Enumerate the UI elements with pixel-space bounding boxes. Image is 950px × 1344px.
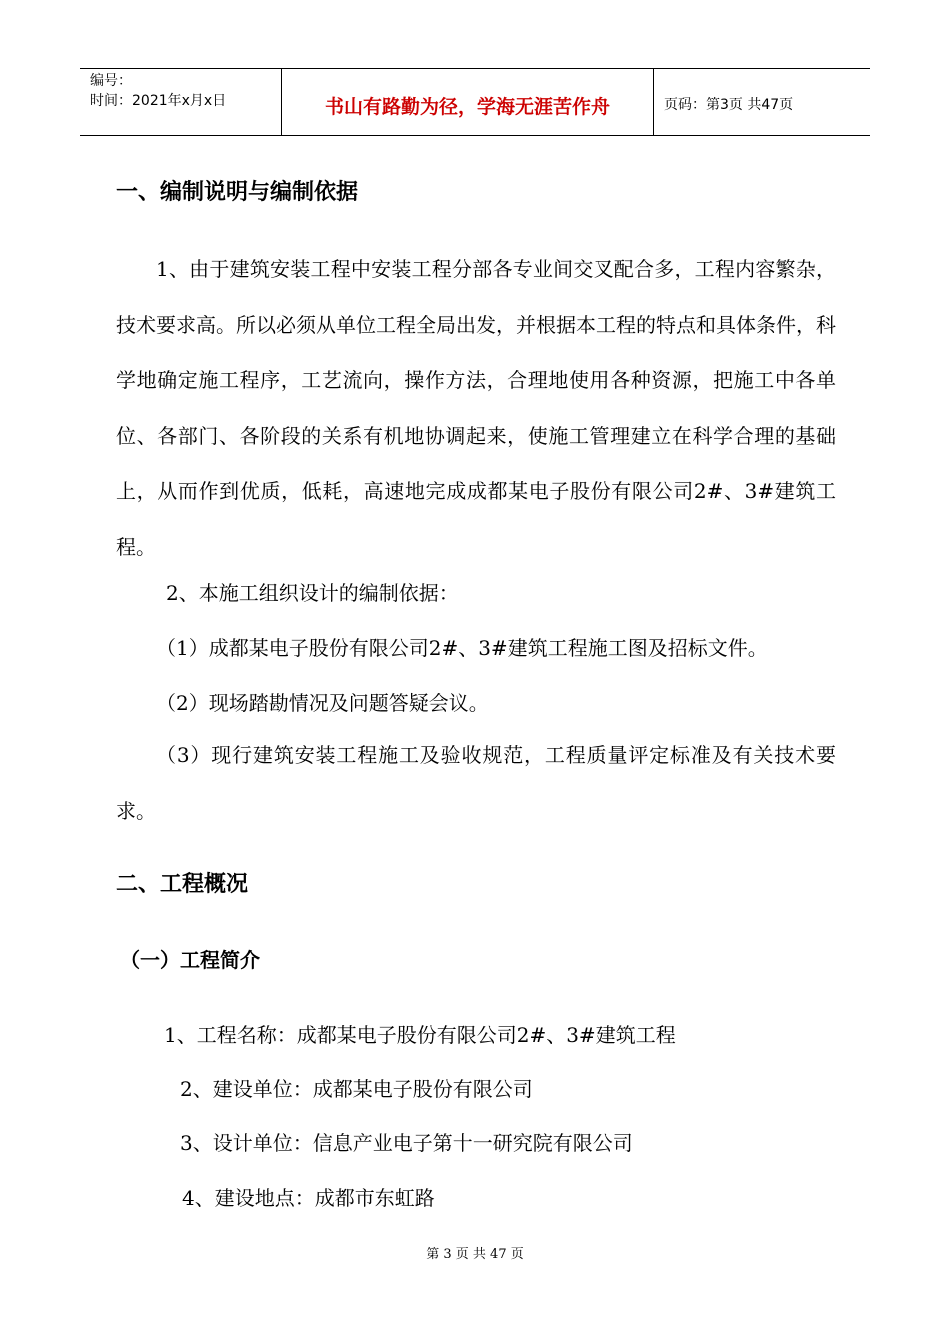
- project-info-item: 3、设计单位：信息产业电子第十一研究院有限公司: [180, 1131, 633, 1155]
- header-motto: 书山有路勤为径，学海无涯苦作舟: [282, 69, 654, 135]
- serial-number-label: 编号：: [90, 73, 132, 89]
- section-1-paragraph-1: 1、由于建筑安装工程中安装工程分部各专业间交叉配合多，工程内容繁杂，技术要求高。所以必须从单位工程全局出发，并根据本工程的特点和具体条件，科学地确定施工程序，工艺流向，操作方法，合理地使用各种资源，把施工中各单位、各部门、各阶段的关系有机地协调起来，使施工管理建立在科学合理的基础上，从而作到优质，低耗，高速地完成成都某电子股份有限公司2#、3#建筑工程。: [116, 257, 836, 559]
- basis-item-3: （3）现行建筑安装工程施工及验收规范，工程质量评定标准及有关技术要求。: [116, 743, 836, 823]
- section-1-title: 一、编制说明与编制依据: [116, 180, 359, 205]
- header-page-info: 页码：第3页 共47页: [664, 97, 794, 113]
- section-2-title: 二、工程概况: [116, 872, 249, 897]
- project-info-item: 2、建设单位：成都某电子股份有限公司: [180, 1077, 533, 1101]
- project-info-item: 1、工程名称：成都某电子股份有限公司2#、3#建筑工程: [164, 1023, 676, 1047]
- basis-item-1: （1）成都某电子股份有限公司2#、3#建筑工程施工图及招标文件。: [156, 636, 768, 660]
- date-label: 时间：2021年x月x日: [90, 93, 227, 109]
- section-2-subtitle: （一）工程简介: [120, 948, 260, 972]
- basis-item-2: （2）现场踏勘情况及问题答疑会议。: [156, 691, 489, 715]
- header-meta-cell: [80, 69, 282, 135]
- project-info-item: 4、建设地点：成都市东虹路: [182, 1186, 435, 1210]
- section-1-paragraph-2: 2、本施工组织设计的编制依据：: [166, 581, 459, 605]
- document-header: [80, 68, 870, 136]
- page-footer: 第 3 页 共 47 页: [426, 1247, 524, 1262]
